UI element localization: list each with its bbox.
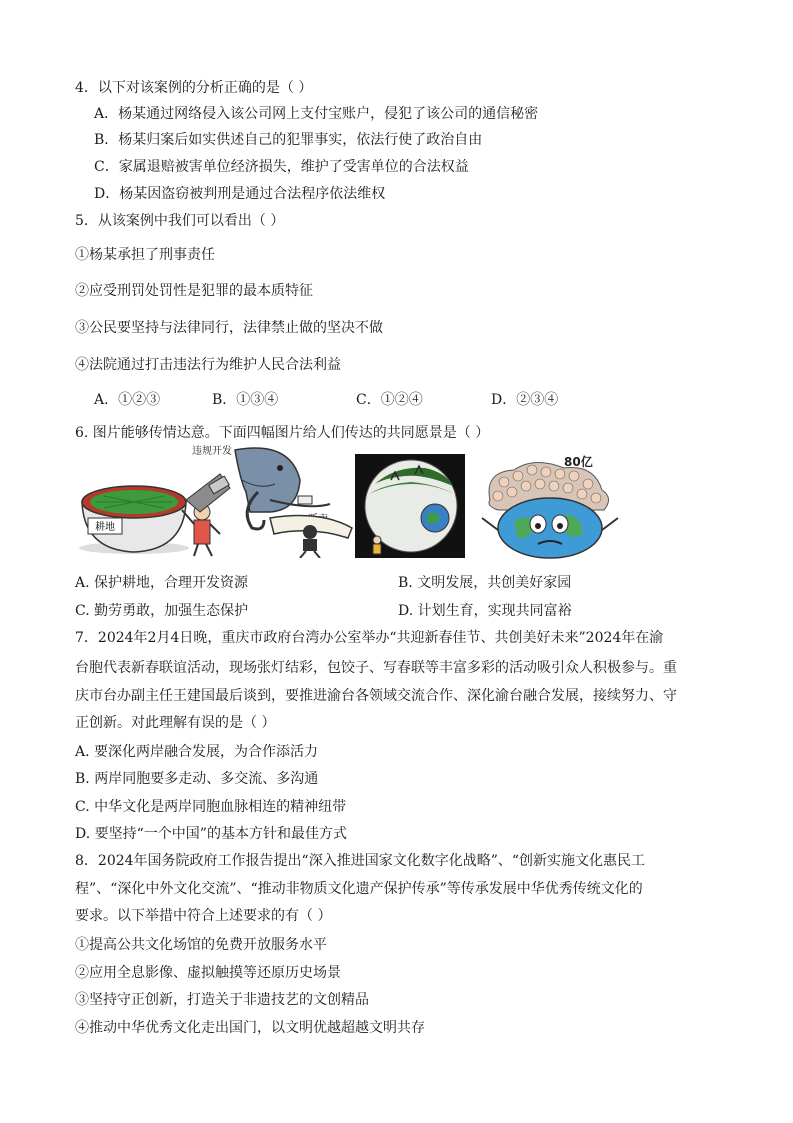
q4-option-a: A．杨某通过网络侵入该公司网上支付宝账户，侵犯了该公司的通信秘密 (94, 106, 539, 122)
q8-item-2: ②应用全息影像、虚拟触摸等还原历史场景 (75, 965, 341, 981)
q7-stem-line-1: 7．2024年2月4日晚，重庆市政府台湾办公室举办“共迎新春佳节、共创美好未来”2024年在渝 (75, 630, 664, 646)
q7-option-c: C. 中华文化是两岸同胞血脉相连的精神纽带 (75, 799, 347, 815)
poaching-cartoon (180, 440, 360, 558)
globe-cartoon (355, 454, 465, 558)
q6-stem: 6. 图片能够传情达意。下面四幅图片给人们传达的共同愿景是（ ） (75, 425, 490, 441)
q5-options (94, 390, 694, 410)
q6-option-a: A. 保护耕地，合理开发资源 (75, 575, 249, 591)
q6-option-d: D. 计划生育，实现共同富裕 (398, 603, 572, 619)
q4-option-d: D．杨某因盗窃被判刑是通过合法程序依法维权 (94, 186, 386, 202)
q7-stem-line-2: 台胞代表新春联谊活动，现场张灯结彩，包饺子、写春联等丰富多彩的活动吸引众人积极参与。重 (75, 660, 677, 676)
q4-option-c: C．家属退赔被害单位经济损失，维护了受害单位的合法权益 (94, 159, 469, 175)
q4-stem: 4．以下对该案例的分析正确的是（ ） (75, 80, 313, 96)
q5-option-b: B．①③④ (212, 392, 279, 408)
q5-stem: 5．从该案例中我们可以看出（ ） (75, 213, 285, 229)
q8-stem-line-1: 8．2024年国务院政府工作报告提出“深入推进国家文化数字化战略”、“创新实施文化惠民工 (75, 853, 646, 869)
q5-option-d: D．②③④ (491, 392, 559, 408)
q6-option-c: C. 勤劳勇敢，加强生态保护 (75, 603, 249, 619)
q7-option-d: D. 要坚持“一个中国”的基本方针和最佳方式 (75, 826, 347, 842)
q8-stem-line-3: 要求。以下举措中符合上述要求的有（ ） (75, 908, 332, 924)
q5-item-1: ①杨某承担了刑事责任 (75, 247, 215, 263)
q6-option-b: B. 文明发展，共创美好家园 (398, 575, 572, 591)
population-label: 80亿 (564, 455, 593, 469)
q5-option-c: C．①②④ (356, 392, 423, 408)
q7-stem-line-3: 庆市台办副主任王建国最后谈到，要推进渝台各领域交流合作、深化渝台融合发展，接续努力、守 (75, 688, 677, 704)
q8-stem-line-2: 程”、“深化中外文化交流”、“推动非物质文化遗产保护传承”等传承发展中华优秀传统文化的 (75, 881, 643, 897)
q8-item-1: ①提高公共文化场馆的免费开放服务水平 (75, 937, 327, 953)
farmland-label: 耕地 (95, 522, 115, 533)
q5-option-a: A．①②③ (94, 392, 161, 408)
q5-item-2: ②应受刑罚处罚性是犯罪的最本质特征 (75, 283, 313, 299)
q5-item-4: ④法院通过打击违法行为维护人民合法利益 (75, 357, 341, 373)
q8-item-4: ④推动中华优秀文化走出国门，以文明优越超越文明共存 (75, 1020, 425, 1036)
population-cartoon (474, 452, 624, 560)
q4-option-b: B．杨某归案后如实供述自己的犯罪事实，依法行使了政治自由 (94, 132, 483, 148)
illegal-dev-label: 违规开发 (192, 446, 232, 457)
q7-option-b: B. 两岸同胞要多走动、多交流、多沟通 (75, 771, 319, 787)
q5-item-3: ③公民要坚持与法律同行，法律禁止做的坚决不做 (75, 320, 383, 336)
q7-stem-line-4: 正创新。对此理解有误的是（ ） (75, 715, 276, 731)
q8-item-3: ③坚持守正创新，打造关于非遗技艺的文创精品 (75, 992, 369, 1008)
q7-option-a: A. 要深化两岸融合发展，为合作添活力 (75, 744, 319, 760)
